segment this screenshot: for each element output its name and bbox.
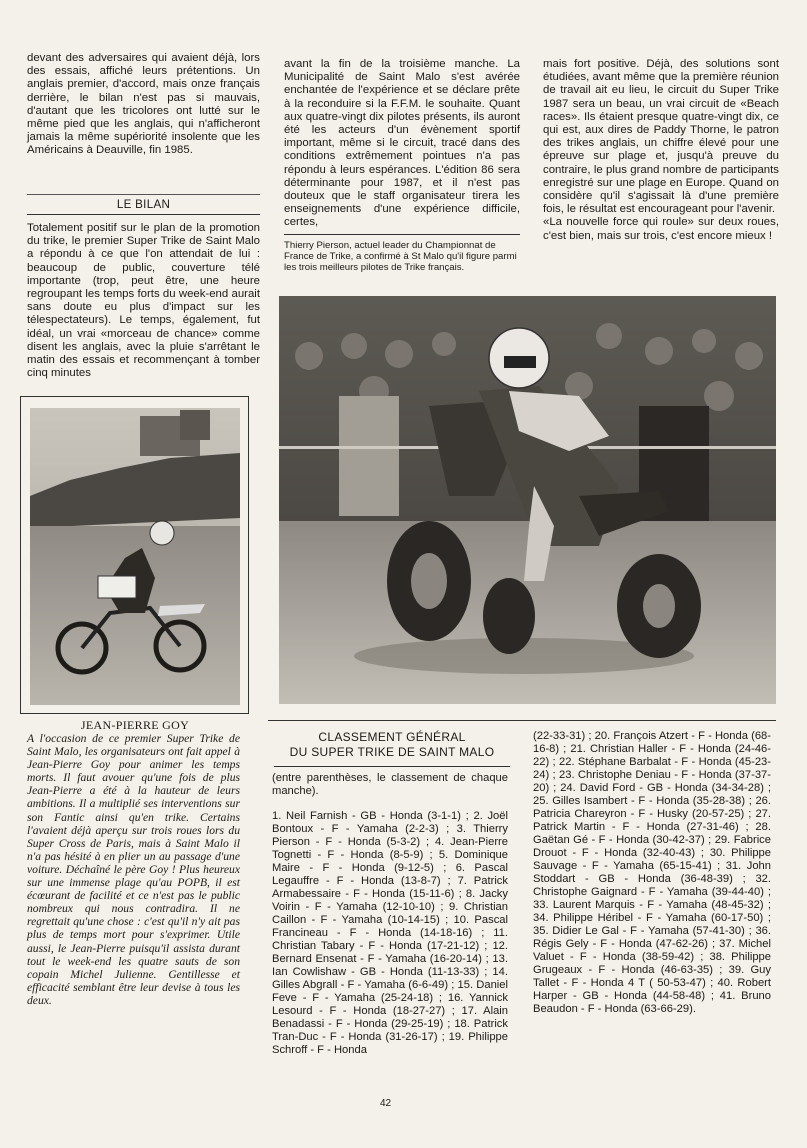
classement-col-left	[272, 772, 508, 1057]
classement-title	[280, 730, 504, 759]
col1-text-bilan	[27, 222, 260, 380]
classement-title-line-1: CLASSEMENT GÉNÉRAL	[318, 730, 466, 744]
page-number: 42	[380, 1098, 392, 1109]
classement-results-part-1: 1. Neil Farnish - GB - Honda (3-1-1) ; 2. Joël Bontoux - F - Yamaha (2-2-3) ; 3. Thierry Pierson - F - Honda (5-3-2) ; 4. Jean-Pierre Tognetti - F - Honda (8-5-9) ; 5. Dominique Maire - F - Honda (9-12-5) ; 6. Pascal Legauffre - F - Honda (13-8-7) ; 7. Patrick Armabessaire - F - Honda (15-11-6) ; 8. Jacky Voirin - F - Yamaha (12-10-10) ; 9. Christian Caillon - F - Yamaha (10-14-15) ; 10. Pascal Francineau - F - Honda (14-18-16) ; 11. Christian Tabary - F - Honda (17-21-12) ; 12. Bernard Ensenat - F - Yamaha (16-20-14) ; 13. Ian Cowlishaw - GB - Honda (11-13-33) ; 14. Gilles Abgrall - F - Yamaha (6-6-49) ; 15. Daniel Feve - F - Yamaha (25-24-18) ; 16. Yannick Lesourd - F - Honda (18-27-27) ; 17. Alain Benadassi - F - Honda (29-25-19) ; 18. Patrick Tran-Duc - F - Honda (31-26-17) ; 19. Philippe Schroff - F - Honda	[272, 810, 508, 1056]
col1-paragraph-2: Totalement positif sur le plan de la promotion du trike, le premier Super Trike de Saint Malo a répondu à ce que l'on attendait de lui : beaucoup de public, couverture télé importante (trop, peut être, une heure regroupant les temps forts du week-end aurait sans doute eu plus d'impact sur les télespectateurs). Le temps, également, fut idéal, un vrai «morceau de chance» comme disent les anglais, avec la pluie s'arrêtant le matin des essais et recommençant à tomber cinq minutes	[27, 222, 260, 380]
col3-paragraph-2: «La nouvelle force qui roule» sur deux roues, c'est bien, mais sur trois, c'est encore mieux !	[543, 216, 779, 242]
trike-race-photo-image	[279, 296, 776, 704]
classement-top-rule	[268, 720, 776, 721]
col1-text-top	[27, 52, 260, 158]
col2-text-top	[284, 58, 520, 230]
goy-box-paragraph: A l'occasion de ce premier Super Trike de Saint Malo, les organisateurs ont fait appel à Jean-Pierre Goy pour animer les temps morts. Il faut avouer qu'une fois de plus Jean-Pierre a été à la hauteur de leurs ambitions. Il a multiplié ses interventions sur son Fantic ainsi qu'en trike. Certains l'avaient déjà aperçu sur trois roues lors du Super Cross de Paris, mais à Saint Malo il n'a pas hésité à en plier un au passage d'une voiture. Déchaîné le père Goy ! Plus heureux sur une immense plage qu'au POPB, il est écœurant de facilité et ce n'est pas le public nombreux qui nous contradira. Il ne regrettait qu'une chose : c'est qu'il n'y ait pas plus de temps mort pour s'exprimer. Utile aussi, le Jean-Pierre puisqu'il assista durant tout le week-end les quatre sauts de son copain Michel Julienne. Gentillesse et efficacité semblant être leur devise à tous les deux.	[27, 732, 240, 1007]
classement-col-right	[533, 730, 771, 1016]
col1-paragraph-1: devant des adversaires qui avaient déjà, lors des essais, affiché leurs prétentions. Un anglais premier, d'accord, mais onze français derrière, le bilan n'est pas si mauvais, d'autant que les tricolores ont lutté sur le même pied que les anglais, qui n'afficheront jamais la même supériorité insolente que les Américains à Deauville, fin 1985.	[27, 52, 260, 157]
goy-photo	[30, 408, 240, 705]
caption-rule	[284, 234, 520, 235]
goy-box-title: JEAN-PIERRE GOY	[80, 718, 190, 732]
col3-paragraph-1: mais fort positive. Déjà, des solutions sont étudiées, avant même que la première réunion de travail ait eu lieu, le circuit du Super Trike 1987 sera un beau, un vrai circuit de «Beach races». Ils étaient presque quatre-vingt dix, ce qui est, aux dires de Paddy Thorne, le patron des trikes anglais, un chiffre élevé pour une épreuve sur plage et, jusqu'à preuve du contraire, le plus grand nombre de participants enregistré sur une plage en Europe. Quand on considère qu'il s'agissait là d'une première fois, le résultat est encourageant pour l'avenir.	[543, 58, 779, 216]
goy-photo-image	[30, 408, 240, 705]
classement-intro: (entre parenthèses, le classement de chaque manche).	[272, 772, 508, 797]
col3-text-top	[543, 58, 779, 243]
classement-title-rule	[274, 766, 510, 767]
photo-caption: Thierry Pierson, actuel leader du Championnat de France de Trike, a confirmé à St Malo qu'il figure parmi les trois meilleurs pilotes de Trike français.	[284, 240, 517, 273]
col2-paragraph-1: avant la fin de la troisième manche. La Municipalité de Saint Malo s'est avérée enchantée de l'expérience et se déclare prête à la reconduire si la F.F.M. le souhaite. Quant aux quatre-vingt dix pilotes présents, ils auront été les acteurs d'un évènement sportif important, même si le circuit, tracé dans des conditions extrêmement pointues n'a pas répondu à leurs espérances. L'édition 86 sera déterminante pour 1987, et il n'est pas douteux que le staff organisateur tirera les enseignements d'une expérience difficile, certes,	[284, 58, 520, 229]
classement-results-part-2: (22-33-31) ; 20. François Atzert - F - Honda (68-16-8) ; 21. Christian Haller - F - Honda (24-46-22) ; 22. Stéphane Barbalat - F - Honda (45-23-24) ; 23. Christophe Deniau - F - Honda (37-37-20) ; 24. David Ford - GB - Honda (34-34-28) ; 25. Gilles Isambert - F - Honda (35-28-38) ; 26. Patricia Chareyron - F - Husky (20-57-25) ; 27. Patrick Martin - F - Honda (27-31-46) ; 28. Gaëtan Gé - F - Honda (30-42-37) ; 29. Fabrice Drouot - F - Honda (32-40-43) ; 30. Philippe Sauvage - F - Yamaha (65-15-41) ; 31. John Stoddart - GB - Honda (36-48-39) ; 32. Christophe Gaignard - F - Yamaha (39-44-40) ; 33. Laurent Marquis - F - Yamaha (48-45-32) ; 34. Philippe Héribel - F - Yamaha (60-17-50) ; 35. Didier Le Gal - F - Yamaha (57-41-30) ; 36. Régis Gely - F - Honda (47-62-26) ; 37. Michel Valuet - F - Honda (38-59-42) ; 38. Philippe Grugeaux - F - Honda (46-63-35) ; 39. Guy Tallet - F - Honda 4 T ( 50-53-47) ; 40. Robert Harper - GB - Honda (44-58-48) ; 41. Bruno Beaudon - F - Honda (63-66-29).	[533, 730, 771, 1015]
main-race-photo	[279, 296, 776, 704]
classement-title-line-2: DU SUPER TRIKE DE SAINT MALO	[289, 744, 495, 759]
goy-box-text	[27, 732, 240, 1007]
section-heading-le-bilan: LE BILAN	[27, 194, 260, 215]
